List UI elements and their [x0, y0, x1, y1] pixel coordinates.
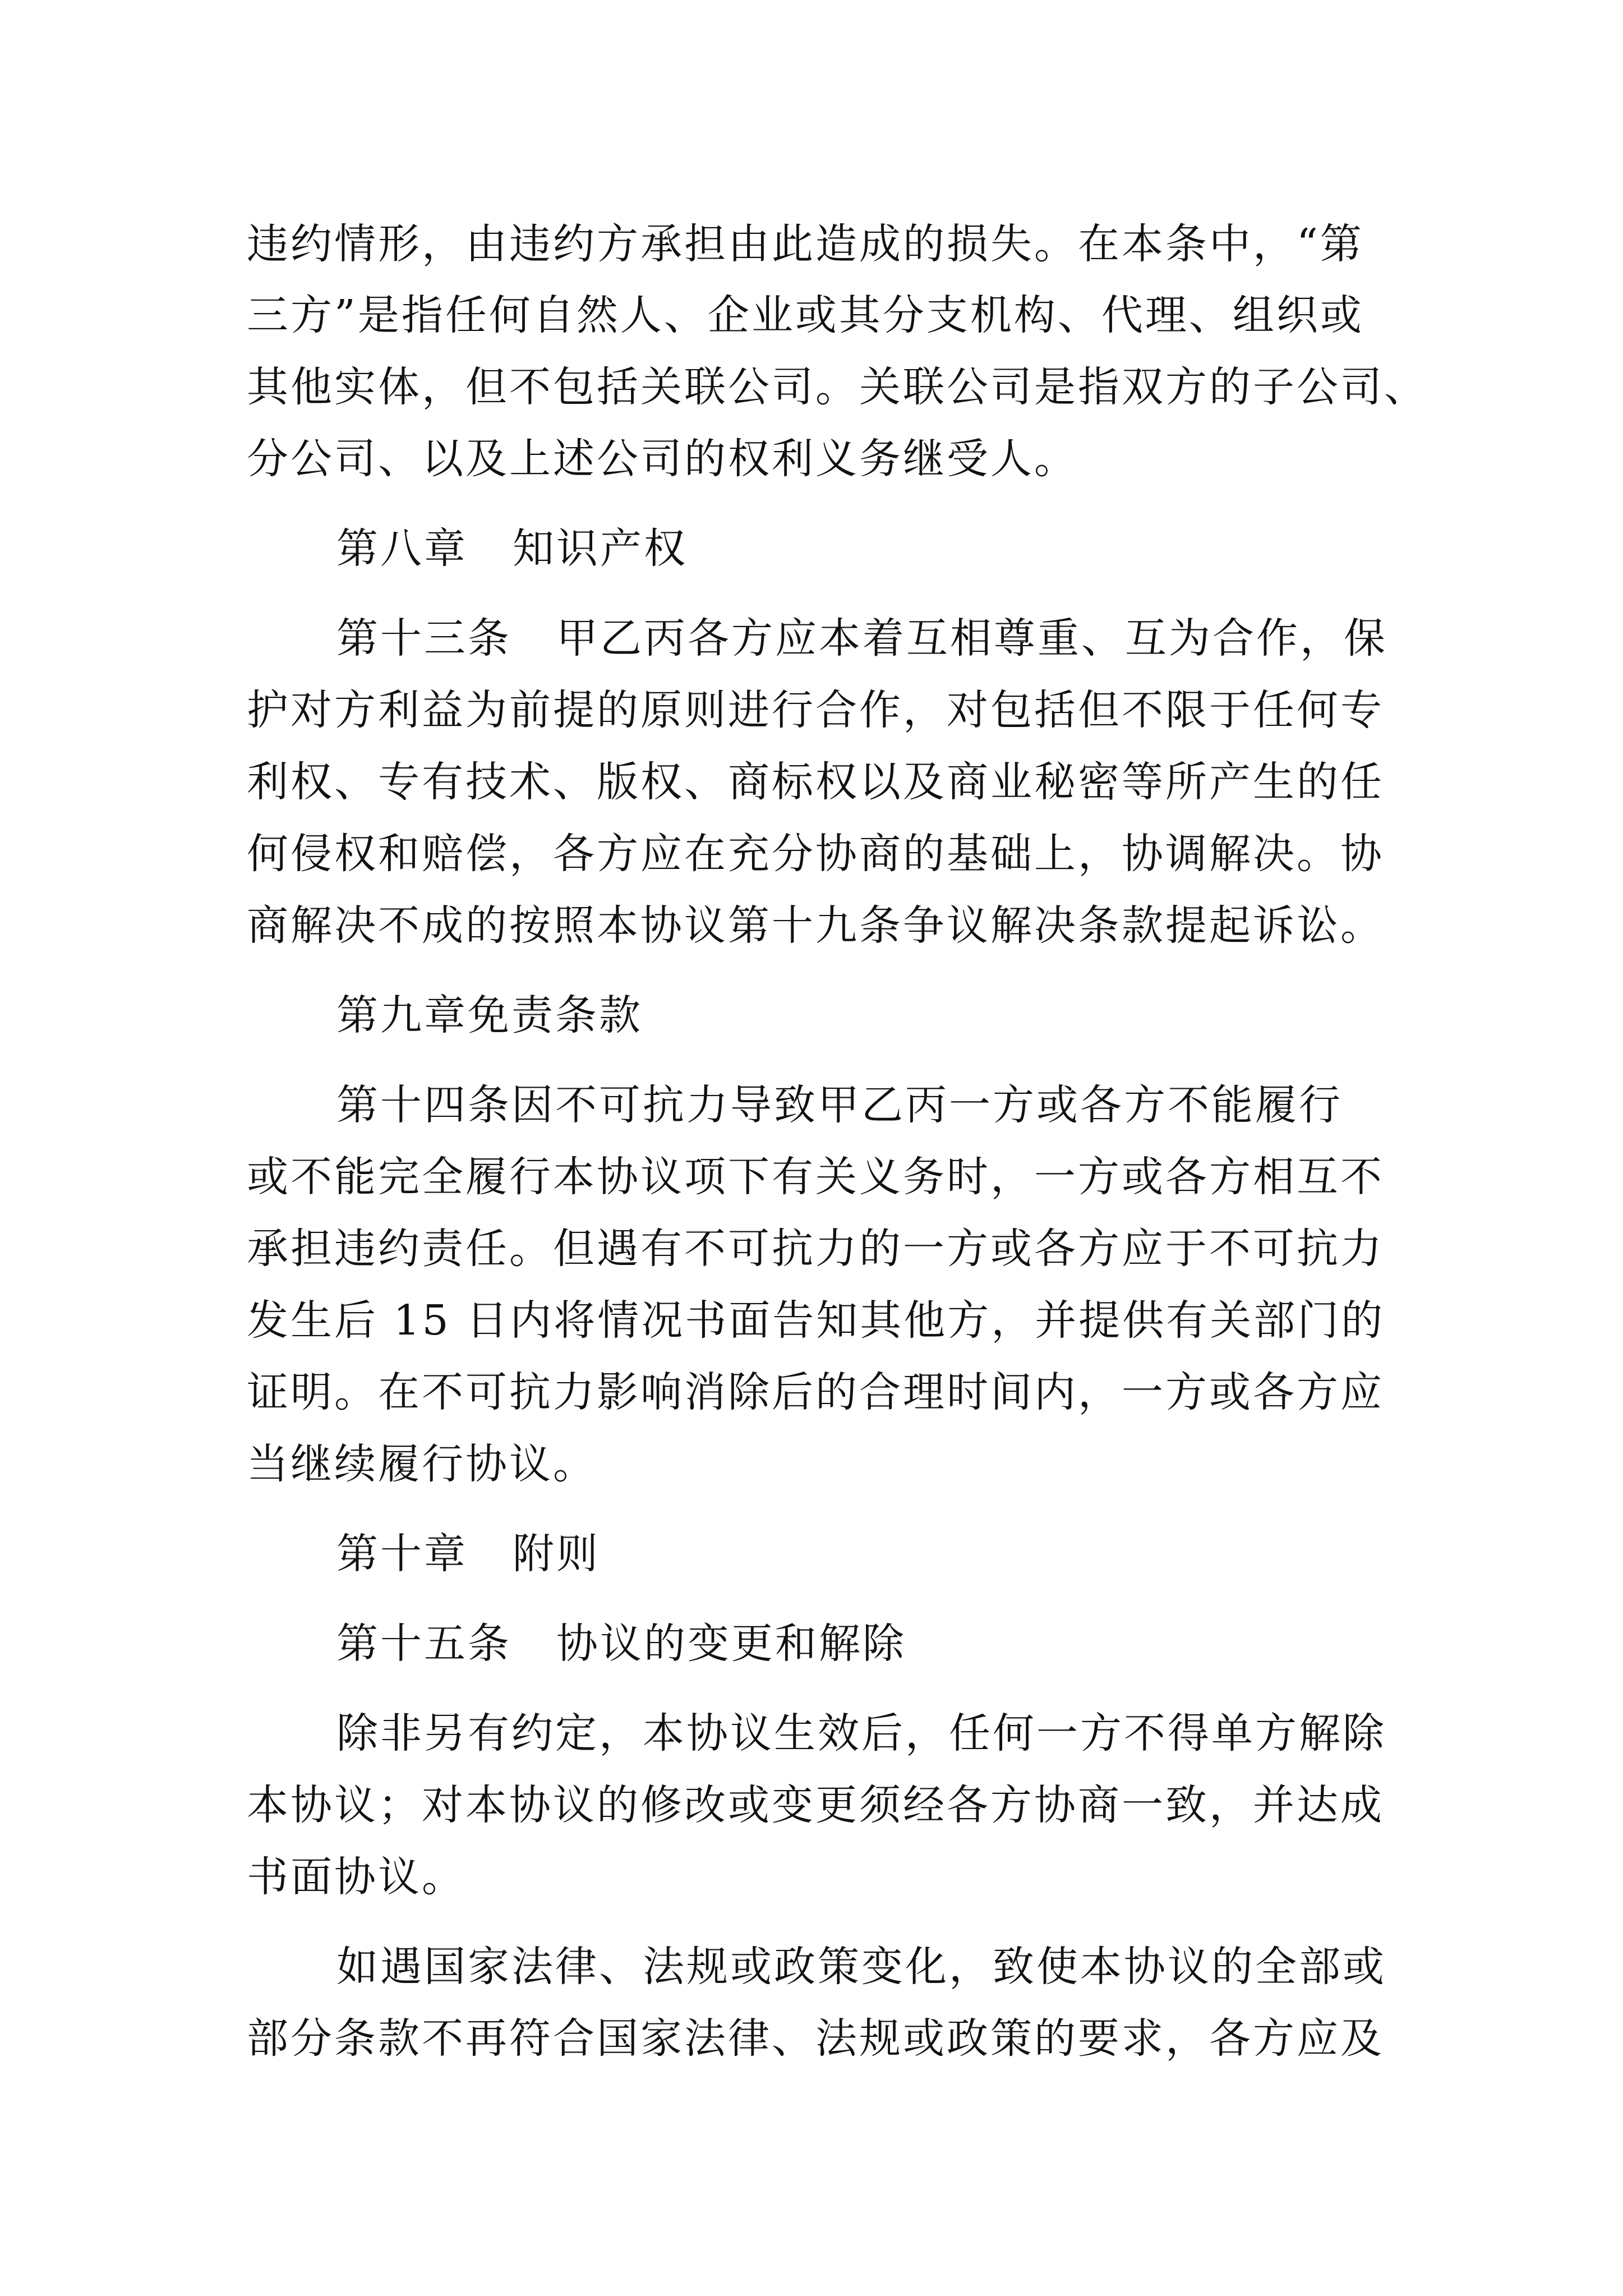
- text-line: 承担违约责任。但遇有不可抗力的一方或各方应于不可抗力: [247, 1225, 1384, 1273]
- text-line: 发生后 15 日内将情况书面告知其他方，并提供有关部门的: [247, 1296, 1385, 1345]
- chapter-number: 第十章: [336, 1530, 468, 1578]
- paragraph-first-line: 如遇国家法律、法规或政策变化，致使本协议的全部或: [336, 1943, 1386, 1991]
- article-text: 甲乙丙各方应本着互相尊重、互为合作，保: [556, 614, 1387, 662]
- text-line: 违约情形，由违约方承担由此造成的损失。在本条中，“第: [247, 220, 1364, 268]
- text-line: 其他实体，但不包括关联公司。关联公司是指双方的子公司、: [247, 363, 1428, 411]
- text-line: 利权、专有技术、版权、商标权以及商业秘密等所产生的任: [247, 758, 1384, 806]
- text-line: 书面协议。: [247, 1853, 465, 1901]
- text-line: 当继续履行协议。: [247, 1440, 597, 1488]
- article-title: 协议的变更和解除: [556, 1619, 906, 1668]
- paragraph-first-line: 除非另有约定，本协议生效后，任何一方不得单方解除: [336, 1709, 1386, 1757]
- chapter-title: 附则: [513, 1530, 600, 1578]
- text-line: 分公司、以及上述公司的权利义务继受人。: [247, 435, 1078, 483]
- text-line: 护对方利益为前提的原则进行合作，对包括但不限于任何专: [247, 686, 1384, 734]
- article-heading: [336, 1616, 1514, 1672]
- chapter-heading: [336, 521, 1514, 577]
- text-line: 证明。在不可抗力影响消除后的合理时间内，一方或各方应: [247, 1368, 1384, 1416]
- chapter-heading: 第九章免责条款: [336, 991, 643, 1039]
- chapter-title: 知识产权: [513, 524, 688, 573]
- article-first-line: 第十四条因不可抗力导致甲乙丙一方或各方不能履行: [336, 1081, 1343, 1129]
- article-number: 第十五条: [336, 1619, 511, 1668]
- text-line: 本协议；对本协议的修改或变更须经各方协商一致，并达成: [247, 1781, 1384, 1829]
- text-line: 或不能完全履行本协议项下有关义务时，一方或各方相互不: [247, 1153, 1384, 1201]
- chapter-number: 第八章: [336, 524, 468, 573]
- chapter-heading: [336, 1526, 1514, 1582]
- article-first-line: [336, 610, 1514, 666]
- text-line: 部分条款不再符合国家法律、法规或政策的要求，各方应及: [247, 2014, 1384, 2063]
- text-line: 何侵权和赔偿，各方应在充分协商的基础上，协调解决。协: [247, 830, 1384, 878]
- text-line: 三方”是指任何自然人、企业或其分支机构、代理、组织或: [247, 291, 1364, 339]
- article-number: 第十三条: [336, 614, 511, 662]
- text-line: 商解决不成的按照本协议第十九条争议解决条款提起诉讼。: [247, 901, 1384, 950]
